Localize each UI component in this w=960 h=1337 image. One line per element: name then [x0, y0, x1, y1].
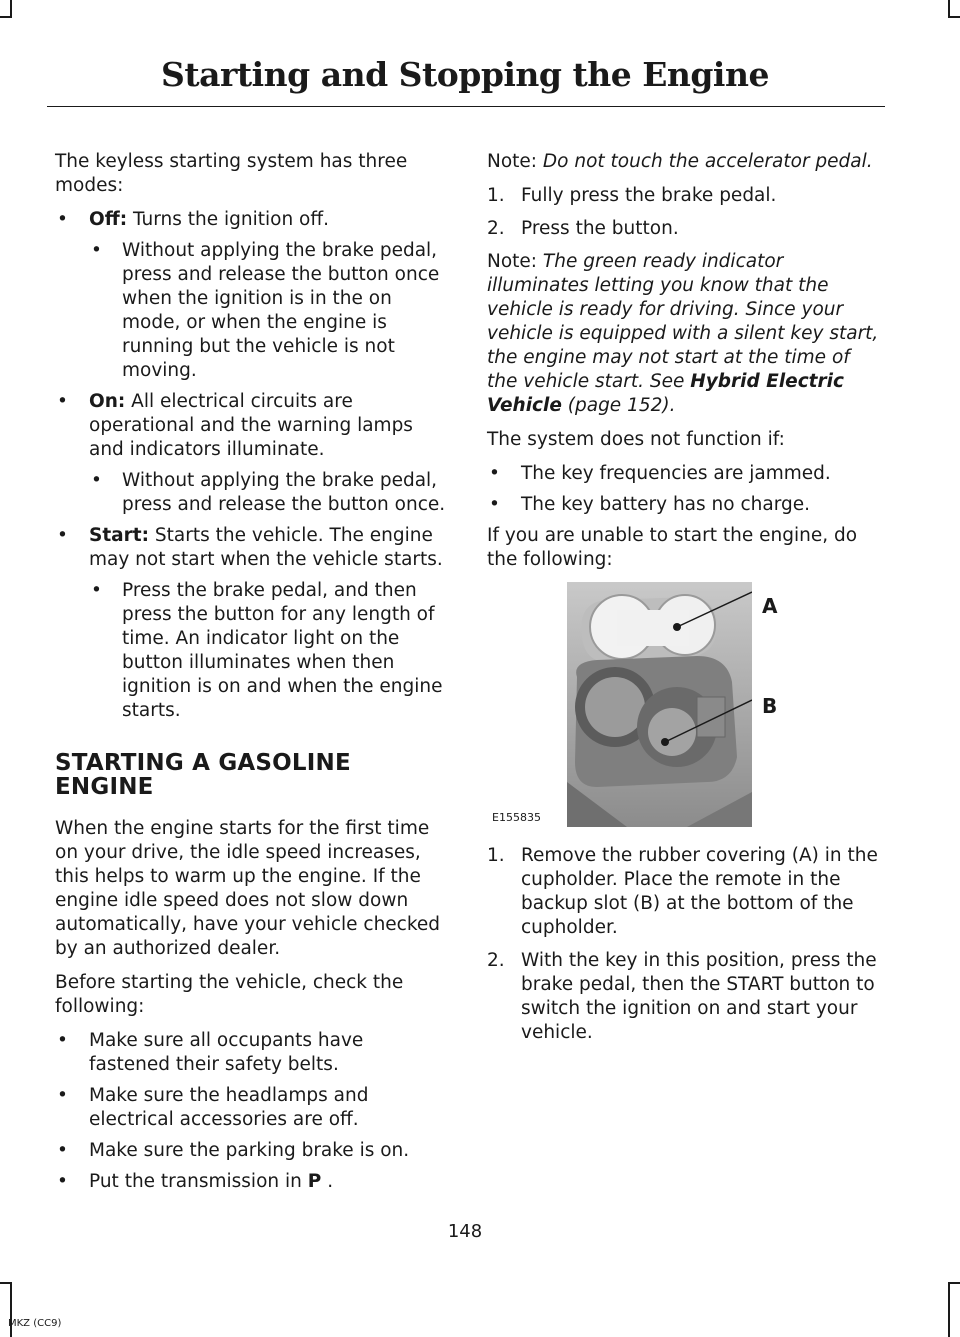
callout-label-a: A	[762, 594, 778, 618]
mode-text: Starts the vehicle. The engine may not start when the vehicle starts.	[89, 525, 443, 570]
check-text: .	[321, 1171, 334, 1192]
page-reference: (page 152).	[561, 395, 676, 416]
note-accelerator	[487, 150, 882, 174]
condition-item: • The key battery has no charge.	[487, 493, 882, 517]
mode-sub-item: • Without applying the brake pedal, press and release the button once.	[55, 469, 450, 517]
step-number: 1.	[487, 845, 505, 866]
crop-mark	[948, 16, 960, 18]
page-title: Starting and Stopping the Engine	[161, 55, 769, 94]
crop-mark	[948, 1282, 950, 1337]
condition-item: • The key frequencies are jammed.	[487, 462, 882, 486]
step-text: With the key in this position, press the brake pedal, then the START button to switch the ignition on and start your vehicle.	[521, 950, 877, 1043]
intro-text: The keyless starting system has three modes:	[55, 151, 408, 196]
note-text: The green ready indicator illuminates letting you know that the vehicle is ready for driving. Since your vehicle is equipped with a silent key start, the engine may not start at the time of the vehicle start. See	[487, 251, 879, 392]
note-label: Note:	[487, 251, 538, 272]
mode-label: Start:	[89, 525, 150, 546]
header-divider	[47, 106, 885, 107]
step-item	[487, 217, 882, 241]
left-column	[55, 150, 450, 1201]
check-item: • Make sure the parking brake is on.	[55, 1139, 450, 1163]
paragraph-checks-intro: Before starting the vehicle, check the following:	[55, 972, 404, 1017]
mode-item-start	[55, 524, 450, 572]
page-number: 148	[447, 1221, 483, 1242]
callout-label-b: B	[762, 694, 778, 718]
mode-sub-item: • Without applying the brake pedal, press and release the button once when the ignition is in the on mode, or when the engine is running but the vehicle is not moving.	[55, 239, 450, 383]
mode-text: Turns the ignition off.	[127, 209, 329, 230]
mode-sub-item: • Press the brake pedal, and then press the button for any length of time. An indicator light on the button illuminates when then ignition is on and when the engine starts.	[55, 579, 450, 723]
crop-mark	[0, 1282, 12, 1284]
step-text: Press the button.	[521, 218, 679, 239]
backup-step-item	[487, 844, 882, 940]
step-number: 1.	[487, 185, 505, 206]
step-text: Fully press the brake pedal.	[521, 185, 777, 206]
mode-label: On:	[89, 391, 126, 412]
crop-mark	[948, 1282, 960, 1284]
mode-label: Off:	[89, 209, 128, 230]
note-label: Note:	[487, 151, 538, 172]
model-code: MKZ (CC9)	[8, 1318, 62, 1329]
section-heading: STARTING A GASOLINE ENGINE	[55, 750, 351, 800]
figure-id: E155835	[492, 811, 541, 824]
check-item-transmission	[55, 1170, 450, 1194]
backup-step-item	[487, 949, 882, 1045]
check-item: • Make sure all occupants have fastened their safety belts.	[55, 1029, 450, 1077]
right-column	[487, 150, 882, 1054]
crop-mark	[0, 16, 12, 18]
mode-item-on	[55, 390, 450, 462]
unable-start-intro: If you are unable to start the engine, do the following:	[487, 525, 858, 570]
paragraph-warmup: When the engine starts for the first time on your drive, the idle speed increases, this helps to warm up the engine. If the engine idle speed does not slow down automatically, have your vehicle checked by an authorized dealer.	[55, 818, 441, 959]
step-text: Remove the rubber covering (A) in the cupholder. Place the remote in the backup slot (B) at the bottom of the cupholder.	[521, 845, 878, 938]
mode-item-off	[55, 208, 450, 232]
check-text: Put the transmission in	[89, 1171, 308, 1192]
cupholder-figure	[487, 582, 882, 832]
cross-reference-link[interactable]: Hybrid Electric Vehicle	[487, 371, 844, 416]
cupholder-photo	[567, 582, 752, 827]
step-number: 2.	[487, 950, 505, 971]
mode-text: All electrical circuits are operational and the warning lamps and indicators illuminate.	[89, 391, 413, 460]
not-function-intro: The system does not function if:	[487, 429, 785, 450]
note-text: Do not touch the accelerator pedal.	[537, 151, 873, 172]
note-ready-indicator	[487, 250, 882, 418]
step-number: 2.	[487, 218, 505, 239]
step-item	[487, 184, 882, 208]
gear-letter: P	[307, 1171, 322, 1192]
check-item: • Make sure the headlamps and electrical accessories are off.	[55, 1084, 450, 1132]
